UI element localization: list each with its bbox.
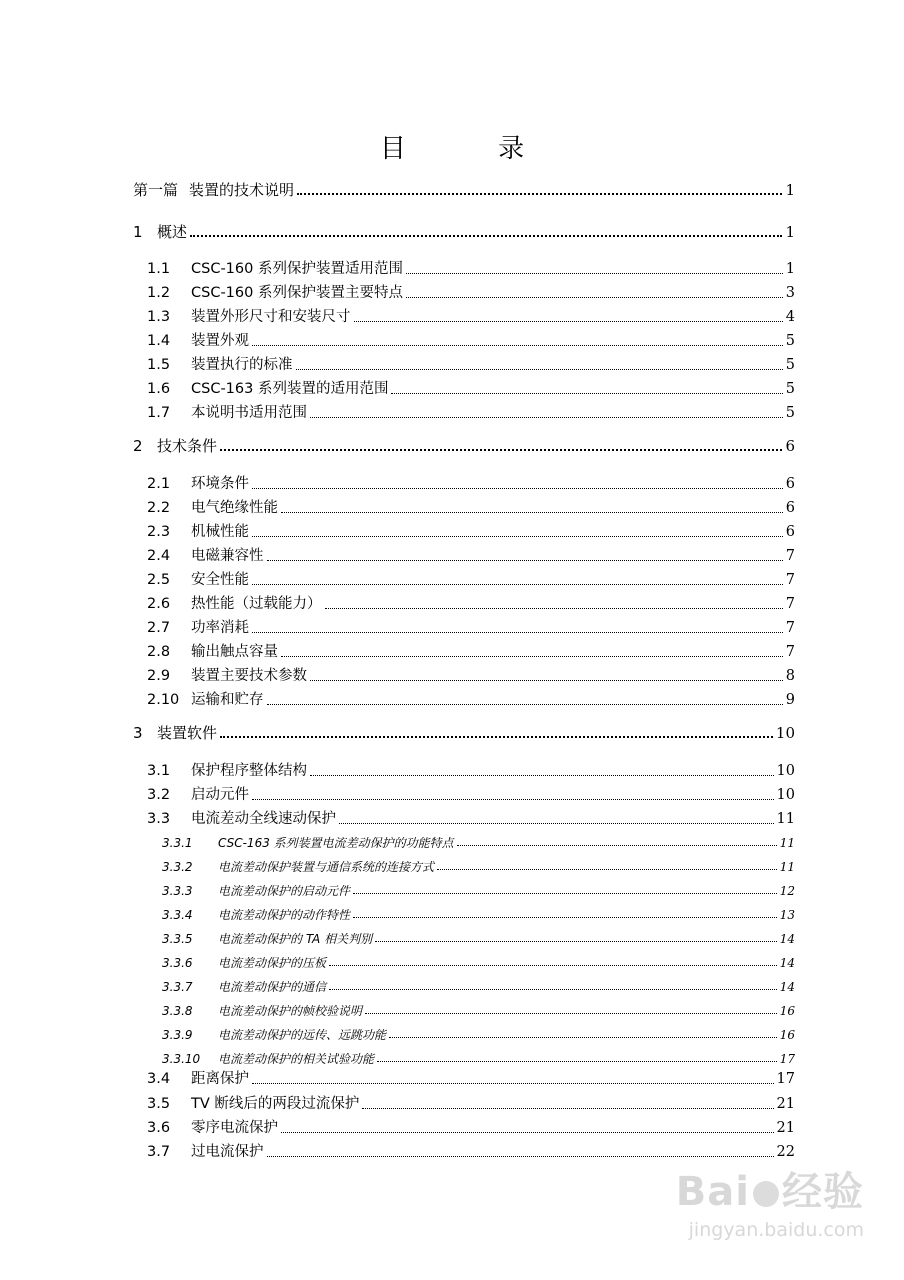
toc-text: 装置软件	[157, 724, 218, 742]
toc-page: 1	[785, 223, 795, 241]
toc-part-text: 装置的技术说明	[189, 181, 295, 199]
toc-page: 10	[776, 763, 795, 779]
toc-text: 机械性能	[191, 524, 249, 540]
toc-subsection[interactable]	[162, 909, 795, 921]
toc-section[interactable]	[147, 812, 795, 827]
toc-section[interactable]	[147, 477, 795, 492]
toc-number: 2.10	[147, 692, 180, 708]
toc-page: 16	[779, 1028, 795, 1042]
toc-page: 11	[776, 811, 795, 827]
toc-page: 5	[785, 333, 795, 349]
toc-part-label: 第一篇	[133, 181, 179, 199]
toc-chapter[interactable]	[133, 225, 795, 240]
toc-number: 2.2	[147, 500, 171, 516]
toc-section[interactable]	[147, 597, 795, 612]
toc-section[interactable]	[147, 764, 795, 779]
toc-leader	[325, 607, 783, 609]
toc-text: 零序电流保护	[191, 1120, 278, 1136]
toc-number: 2.4	[147, 548, 171, 564]
toc-text: 输出触点容量	[191, 644, 278, 660]
toc-subsection[interactable]	[162, 1029, 795, 1041]
toc-leader	[190, 234, 782, 237]
toc-number: 3.7	[147, 1144, 171, 1160]
toc-leader	[310, 679, 783, 681]
toc-text: 电流差动保护的帧校验说明	[218, 1004, 363, 1018]
toc-section[interactable]	[147, 549, 795, 564]
toc-section[interactable]	[147, 1121, 795, 1136]
toc-number: 3.3.10	[162, 1052, 201, 1066]
toc-text: 电流差动保护的压板	[218, 956, 327, 970]
toc-page: 12	[779, 884, 795, 898]
toc-number: 2.8	[147, 644, 171, 660]
toc-leader	[252, 535, 783, 537]
toc-page: 5	[785, 381, 795, 397]
toc-number: 2.5	[147, 572, 171, 588]
toc-page: 13	[779, 908, 795, 922]
toc-number: 1.1	[147, 261, 171, 277]
toc-text: TV 断线后的两段过流保护	[191, 1096, 360, 1112]
toc-leader	[377, 1060, 777, 1062]
toc-leader	[437, 868, 777, 870]
toc-number: 1.7	[147, 405, 171, 421]
toc-page: 14	[779, 980, 795, 994]
toc-number: 3.3.4	[162, 908, 193, 922]
toc-leader	[267, 703, 783, 705]
toc-section[interactable]	[147, 358, 795, 373]
toc-leader	[252, 1082, 774, 1084]
toc-page: 11	[779, 836, 795, 850]
toc-number: 3.3.6	[162, 956, 193, 970]
watermark-site: jingyan.baidu.com	[688, 1219, 864, 1241]
toc-page: 6	[785, 476, 795, 492]
toc-leader	[354, 320, 783, 322]
toc-text: 电磁兼容性	[191, 548, 264, 564]
toc-leader	[252, 487, 783, 489]
toc-section[interactable]	[147, 645, 795, 660]
toc-leader	[329, 964, 777, 966]
toc-number: 1.4	[147, 333, 171, 349]
toc-number: 3.3.1	[162, 836, 193, 850]
toc-leader	[281, 655, 783, 657]
toc-leader	[252, 798, 774, 800]
toc-leader	[220, 735, 773, 738]
toc-page: 7	[785, 572, 795, 588]
toc-subsection[interactable]	[162, 957, 795, 969]
toc-leader	[406, 272, 783, 274]
toc-page: 21	[776, 1120, 795, 1136]
toc-page: 17	[776, 1071, 795, 1087]
toc-number: 2.1	[147, 476, 171, 492]
toc-section[interactable]	[147, 286, 795, 301]
toc-subsection[interactable]	[162, 981, 795, 993]
toc-section[interactable]	[147, 525, 795, 540]
toc-text: 环境条件	[191, 476, 249, 492]
toc-leader	[310, 416, 783, 418]
toc-subsection[interactable]	[162, 861, 795, 873]
toc-section[interactable]	[147, 1072, 795, 1087]
toc-section[interactable]	[147, 310, 795, 325]
toc-text: 距离保护	[191, 1071, 249, 1087]
toc-leader	[220, 448, 782, 451]
toc-section[interactable]	[147, 693, 795, 708]
toc-text: 技术条件	[157, 437, 218, 455]
toc-number: 3.1	[147, 763, 171, 779]
toc-page: 5	[785, 405, 795, 421]
toc-leader	[329, 988, 777, 990]
toc-section[interactable]	[147, 788, 795, 803]
toc-page: 3	[785, 285, 795, 301]
toc-part-page: 1	[785, 181, 795, 199]
toc-text: 概述	[157, 223, 188, 241]
toc-number: 3.3.5	[162, 932, 193, 946]
toc-subsection[interactable]	[162, 1005, 795, 1017]
toc-number: 1.3	[147, 309, 171, 325]
toc-chapter[interactable]	[133, 726, 795, 741]
toc-text: 装置主要技术参数	[191, 668, 307, 684]
toc-section[interactable]	[147, 262, 795, 277]
toc-leader	[406, 296, 783, 298]
toc-page: 8	[785, 668, 795, 684]
baidu-jingyan-watermark	[676, 1160, 864, 1241]
toc-leader	[391, 392, 782, 394]
toc-page: 7	[785, 596, 795, 612]
toc-leader	[353, 916, 777, 918]
toc-section[interactable]	[147, 1145, 795, 1160]
toc-number: 3.5	[147, 1096, 171, 1112]
toc-leader	[252, 631, 783, 633]
toc-subsection[interactable]	[162, 933, 795, 945]
toc-number: 3.3.8	[162, 1004, 193, 1018]
toc-leader	[267, 1155, 774, 1157]
toc-number: 3.4	[147, 1071, 171, 1087]
toc-text: 电流差动保护的相关试验功能	[218, 1052, 375, 1066]
toc-section[interactable]	[147, 1097, 795, 1112]
toc-page: 4	[785, 309, 795, 325]
toc-text: 安全性能	[191, 572, 249, 588]
toc-number: 3.3	[147, 811, 171, 827]
paw-icon	[753, 1181, 779, 1207]
toc-number: 2	[133, 437, 143, 455]
toc-number: 2.7	[147, 620, 171, 636]
toc-text: 装置外观	[191, 333, 249, 349]
toc-text: 电流差动保护的启动元件	[218, 884, 351, 898]
toc-page: 22	[776, 1144, 795, 1160]
toc-page: 7	[785, 644, 795, 660]
toc-text: CSC-163 系列装置的适用范围	[191, 381, 389, 397]
toc-leader	[375, 940, 777, 942]
toc-leader	[457, 844, 777, 846]
toc-text: CSC-163 系列装置电流差动保护的功能特点	[218, 836, 454, 850]
toc-page: 16	[779, 1004, 795, 1018]
toc-title: 目 录	[379, 134, 567, 164]
toc-page: 21	[776, 1096, 795, 1112]
toc-page: 9	[785, 692, 795, 708]
toc-text: CSC-160 系列保护装置适用范围	[191, 261, 403, 277]
toc-page: 14	[779, 932, 795, 946]
toc-leader	[362, 1107, 773, 1109]
toc-text: 本说明书适用范围	[191, 405, 307, 421]
toc-text: 电流差动保护的通信	[218, 980, 327, 994]
toc-section[interactable]	[147, 406, 795, 421]
watermark-brand-left: Bai	[675, 1169, 750, 1215]
toc-section[interactable]	[147, 621, 795, 636]
toc-leader	[297, 192, 782, 195]
toc-number: 1	[133, 223, 143, 241]
toc-section[interactable]	[147, 573, 795, 588]
toc-page: 10	[776, 787, 795, 803]
toc-text: 热性能（过载能力）	[191, 596, 322, 612]
toc-text: 装置外形尺寸和安装尺寸	[191, 309, 351, 325]
toc-page: 6	[785, 524, 795, 540]
toc-subsection[interactable]	[162, 837, 795, 849]
toc-page: 10	[775, 724, 795, 742]
toc-leader	[281, 1131, 774, 1133]
toc-number: 2.3	[147, 524, 171, 540]
toc-chapter[interactable]	[133, 439, 795, 454]
toc-page: 7	[785, 548, 795, 564]
toc-number: 1.6	[147, 381, 171, 397]
toc-text: CSC-160 系列保护装置主要特点	[191, 285, 403, 301]
toc-leader	[267, 559, 783, 561]
toc-leader	[365, 1012, 777, 1014]
toc-number: 1.2	[147, 285, 171, 301]
toc-number: 3.3.3	[162, 884, 193, 898]
toc-text: 功率消耗	[191, 620, 249, 636]
toc-page: 7	[785, 620, 795, 636]
toc-number: 3.3.7	[162, 980, 193, 994]
toc-text: 保护程序整体结构	[191, 763, 307, 779]
toc-leader	[296, 368, 783, 370]
toc-subsection[interactable]	[162, 885, 795, 897]
toc-leader	[252, 344, 783, 346]
toc-section[interactable]	[147, 382, 795, 397]
toc-number: 2.9	[147, 668, 171, 684]
toc-number: 1.5	[147, 357, 171, 373]
toc-number: 3.3.9	[162, 1028, 193, 1042]
toc-page: 1	[785, 261, 795, 277]
toc-page: 17	[779, 1052, 795, 1066]
toc-leader	[281, 511, 783, 513]
toc-number: 3.6	[147, 1120, 171, 1136]
toc-text: 过电流保护	[191, 1144, 264, 1160]
toc-subsection[interactable]	[162, 1053, 795, 1065]
toc-leader	[353, 892, 777, 894]
toc-text: 运输和贮存	[191, 692, 264, 708]
toc-section[interactable]	[147, 669, 795, 684]
toc-number: 3.2	[147, 787, 171, 803]
toc-page: 5	[785, 357, 795, 373]
toc-leader	[310, 774, 774, 776]
toc-page: 14	[779, 956, 795, 970]
toc-page: 11	[779, 860, 795, 874]
toc-page: 6	[785, 437, 795, 455]
watermark-brand-right: 经验	[782, 1169, 864, 1215]
toc-section[interactable]	[147, 501, 795, 516]
toc-text: 电流差动保护装置与通信系统的连接方式	[218, 860, 435, 874]
toc-leader	[339, 822, 774, 824]
toc-text: 电气绝缘性能	[191, 500, 278, 516]
toc-text: 电流差动保护的 TA 相关判别	[218, 932, 373, 946]
toc-number: 3.3.2	[162, 860, 193, 874]
toc-number: 2.6	[147, 596, 171, 612]
toc-part-heading[interactable]	[133, 183, 795, 198]
toc-number: 3	[133, 724, 143, 742]
toc-page: 6	[785, 500, 795, 516]
toc-text: 电流差动全线速动保护	[191, 811, 336, 827]
toc-text: 装置执行的标准	[191, 357, 293, 373]
toc-leader	[252, 583, 783, 585]
toc-text: 启动元件	[191, 787, 249, 803]
toc-text: 电流差动保护的远传、远跳功能	[218, 1028, 387, 1042]
toc-leader	[389, 1036, 777, 1038]
toc-text: 电流差动保护的动作特性	[218, 908, 351, 922]
toc-section[interactable]	[147, 334, 795, 349]
